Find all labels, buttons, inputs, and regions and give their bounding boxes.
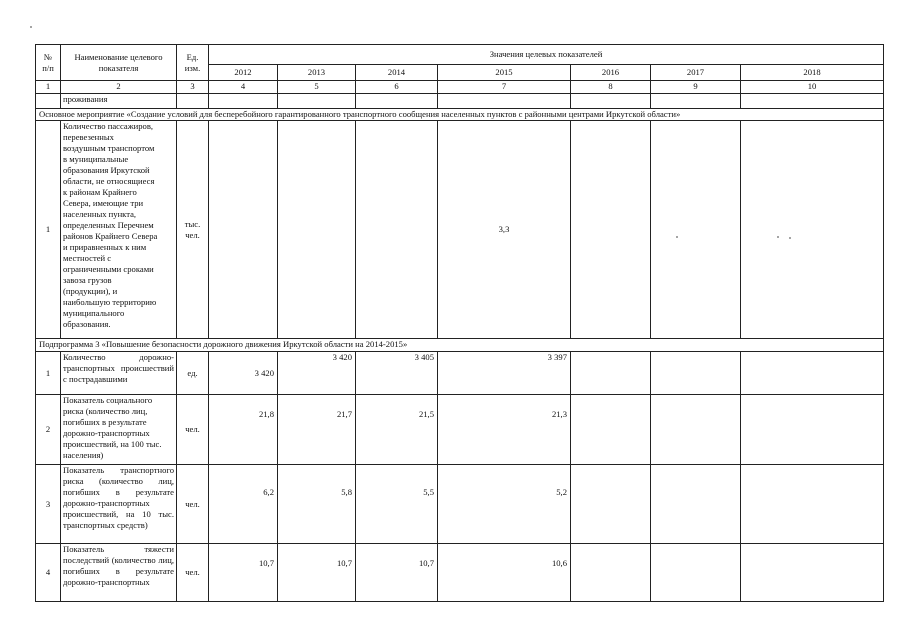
value-2017 <box>651 544 741 602</box>
value-2017 <box>651 395 741 465</box>
indicator-unit: ед. <box>177 352 209 395</box>
value-2014: 10,7 <box>356 544 438 602</box>
column-index: 1 <box>36 81 61 94</box>
value-2012: 10,7 <box>209 544 278 602</box>
value-2012: 3 420 <box>209 352 278 395</box>
value-2012 <box>209 121 278 339</box>
value-2013 <box>278 121 356 339</box>
indicator-unit: чел. <box>177 395 209 465</box>
header-row <box>36 45 884 65</box>
value-2017 <box>651 465 741 544</box>
table-row <box>36 395 884 465</box>
column-index: 2 <box>61 81 177 94</box>
indicator-name: Количество дорожно-транспортных происшествий с пострадавшими <box>61 352 177 395</box>
header-no: № п/п <box>36 45 61 81</box>
row-number: 4 <box>36 544 61 602</box>
value-2013: 5,8 <box>278 465 356 544</box>
value-2012: 21,8 <box>209 395 278 465</box>
column-index: 6 <box>356 81 438 94</box>
column-index-row <box>36 81 884 94</box>
header-year: 2018 <box>741 65 884 81</box>
value-2017 <box>651 352 741 395</box>
column-index: 5 <box>278 81 356 94</box>
indicator-name: Показатель транспортного риска (количество лиц, погибших в результате дорожно-транспортных происшествий, на 10 тыс. транспортных средств) <box>61 465 177 544</box>
value-2014: 21,5 <box>356 395 438 465</box>
value-2018 <box>741 395 884 465</box>
column-index: 7 <box>438 81 571 94</box>
value-2015: 10,6 <box>438 544 571 602</box>
column-index: 8 <box>571 81 651 94</box>
column-index: 3 <box>177 81 209 94</box>
value-2012: 6,2 <box>209 465 278 544</box>
value-2016 <box>571 352 651 395</box>
value-2015: 3 397 <box>438 352 571 395</box>
indicator-name: Количество пассажиров, перевезенных воздушным транспортом в муниципальные образования Иркутской области, не относящиеся к районам Крайнего Севера, имеющие три населенных пункта, определенных Перечнем районов Крайнего Севера и приравненных к ним местностей с ограниченными сроками завоза грузов (продукции), и наибольшую территорию муниципального образования. <box>61 121 177 339</box>
row-number: 1 <box>36 352 61 395</box>
header-year: 2012 <box>209 65 278 81</box>
column-index: 4 <box>209 81 278 94</box>
indicators-table-page <box>35 44 883 602</box>
row-number: 1 <box>36 121 61 339</box>
section-title-subprogram-3: Подпрограмма 3 «Повышение безопасности дорожного движения Иркутской области на 2014-2015» <box>36 339 884 352</box>
table-row <box>36 465 884 544</box>
value-2014: 3 405 <box>356 352 438 395</box>
header-year: 2015 <box>438 65 571 81</box>
scan-speck <box>777 236 779 238</box>
row-number: 3 <box>36 465 61 544</box>
header-year: 2014 <box>356 65 438 81</box>
table-row <box>36 121 884 339</box>
column-index: 10 <box>741 81 884 94</box>
row-number: 2 <box>36 395 61 465</box>
header-indicator-name: Наименование целевого показателя <box>61 45 177 81</box>
value-2013: 3 420 <box>278 352 356 395</box>
value-2017 <box>651 121 741 339</box>
value-2013: 10,7 <box>278 544 356 602</box>
column-index: 9 <box>651 81 741 94</box>
value-2018 <box>741 544 884 602</box>
value-2018 <box>741 465 884 544</box>
value-2015: 3,3 <box>438 121 571 339</box>
header-year: 2016 <box>571 65 651 81</box>
indicator-unit: чел. <box>177 465 209 544</box>
scan-speck <box>30 26 32 28</box>
value-2013: 21,7 <box>278 395 356 465</box>
section-title-main-activity: Основное мероприятие «Создание условий для бесперебойного гарантированного транспортного сообщения населенных пунктов с районными центрами Иркутской области» <box>36 109 884 121</box>
value-2015: 21,3 <box>438 395 571 465</box>
indicator-name: Показатель социального риска (количество лиц, погибших в результате дорожно-транспортных происшествий, на 100 тыс. населения) <box>61 395 177 465</box>
value-2018 <box>741 121 884 339</box>
value-2016 <box>571 465 651 544</box>
table-row <box>36 352 884 395</box>
value-2016 <box>571 121 651 339</box>
scan-speck <box>789 237 791 239</box>
indicator-name: Показатель тяжести последствий (количество лиц, погибших в результате дорожно-транспортных <box>61 544 177 602</box>
value-2018 <box>741 352 884 395</box>
value-2016 <box>571 544 651 602</box>
table-row <box>36 544 884 602</box>
indicator-name: проживания <box>61 94 177 109</box>
indicator-unit: тыс. чел. <box>177 121 209 339</box>
section-header-row <box>36 109 884 121</box>
table-row-continuation <box>36 94 884 109</box>
header-year: 2017 <box>651 65 741 81</box>
indicator-unit: чел. <box>177 544 209 602</box>
header-unit: Ед. изм. <box>177 45 209 81</box>
target-indicators-table <box>35 44 884 602</box>
value-2014 <box>356 121 438 339</box>
value-2015: 5,2 <box>438 465 571 544</box>
section-header-row <box>36 339 884 352</box>
header-year: 2013 <box>278 65 356 81</box>
value-2016 <box>571 395 651 465</box>
header-values-group: Значения целевых показателей <box>209 45 884 65</box>
value-2014: 5,5 <box>356 465 438 544</box>
scan-speck <box>676 236 678 238</box>
